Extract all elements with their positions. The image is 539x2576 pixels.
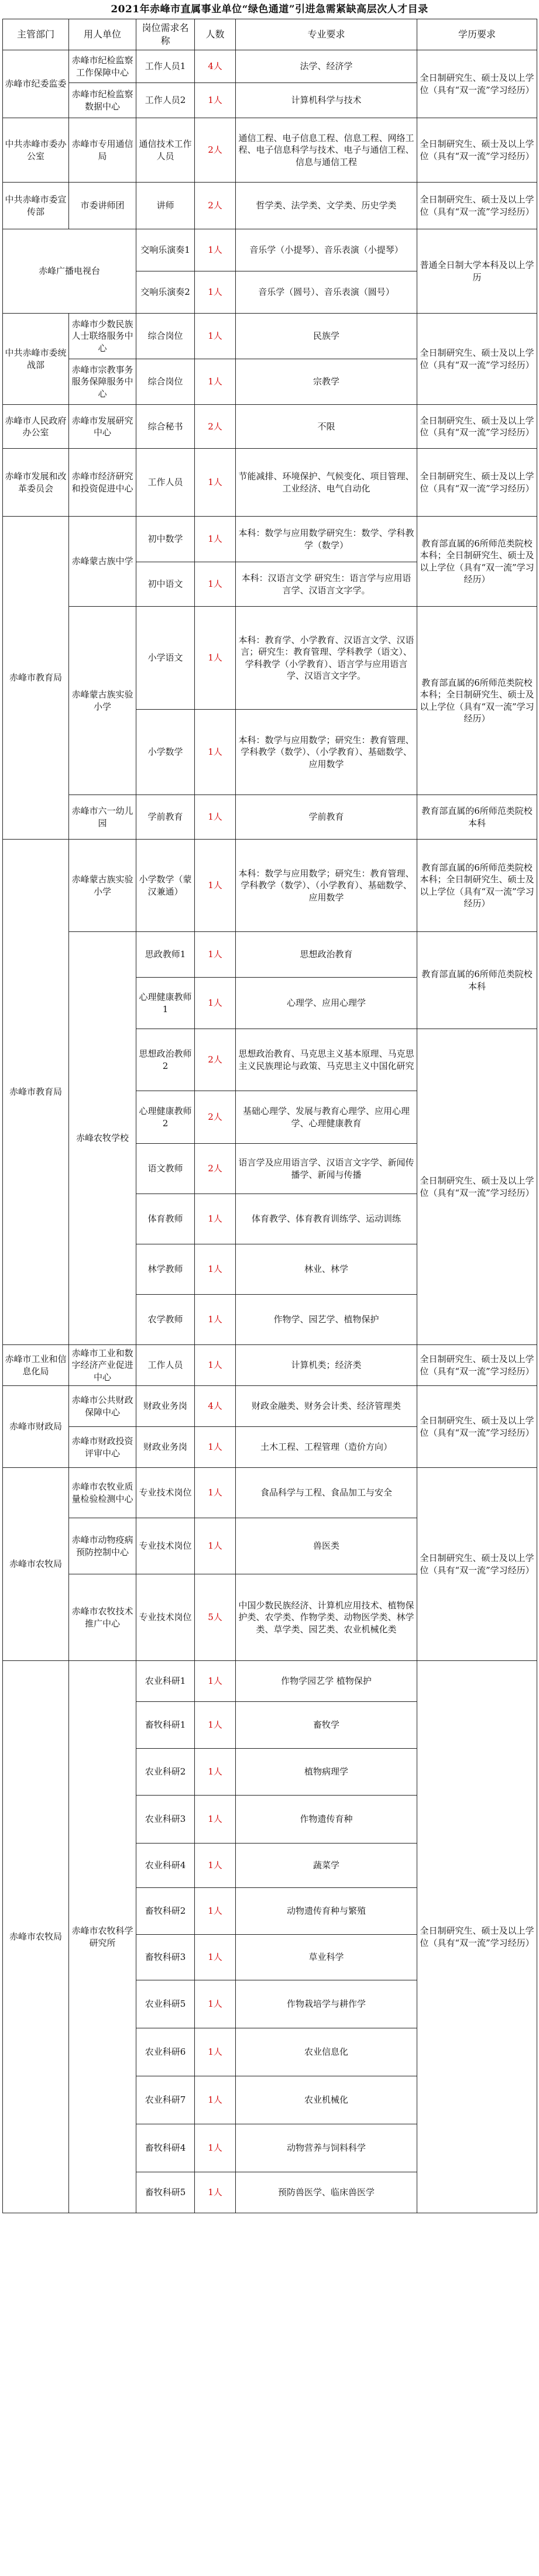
major-cell: 本科：数学与应用数学研究生：数学、学科教学（数学） (236, 517, 417, 562)
post-cell: 专业技术岗位 (136, 1468, 195, 1518)
major-cell: 作物学、园艺学、植物保护 (236, 1295, 417, 1345)
post-cell: 思政教师1 (136, 932, 195, 978)
num-cell: 1人 (195, 1194, 236, 1244)
major-cell: 体育教学、体育教育训练学、运动训练 (236, 1194, 417, 1244)
major-cell: 节能减排、环境保护、气候变化、项目管理、工业经济、电气自动化 (236, 449, 417, 517)
table-row (3, 314, 537, 359)
post-cell: 小学语文 (136, 607, 195, 710)
num-cell: 1人 (195, 83, 236, 118)
table-row (3, 795, 537, 840)
num-cell: 1人 (195, 2124, 236, 2172)
major-cell: 食品科学与工程、食品加工与安全 (236, 1468, 417, 1518)
post-cell: 综合秘书 (136, 405, 195, 449)
unit-cell: 赤峰农牧学校 (69, 932, 136, 1345)
dept-cell: 赤峰市纪委监委 (3, 50, 69, 118)
unit-cell: 赤峰市经济研究和投资促进中心 (69, 449, 136, 517)
num-cell: 1人 (195, 314, 236, 359)
dept-cell: 中共赤峰市委宣传部 (3, 183, 69, 229)
major-cell: 民族学 (236, 314, 417, 359)
unit-cell: 赤峰市农牧技术推广中心 (69, 1574, 136, 1661)
post-cell: 小学数学 (136, 710, 195, 795)
post-cell: 工作人员 (136, 449, 195, 517)
post-cell: 体育教师 (136, 1194, 195, 1244)
major-cell: 不限 (236, 405, 417, 449)
table-row (3, 118, 537, 183)
major-cell: 法学、经济学 (236, 50, 417, 83)
unit-cell: 赤峰市公共财政保障中心 (69, 1386, 136, 1427)
post-cell: 财政业务岗 (136, 1386, 195, 1427)
table-row (3, 932, 537, 978)
table-row (3, 1468, 537, 1518)
dept-cell: 赤峰市农牧局 (3, 1468, 69, 1661)
edu-cell: 全日制研究生、硕士及以上学位（具有“双一流”学习经历） (417, 314, 537, 405)
unit-cell: 赤峰市发展研究中心 (69, 405, 136, 449)
post-cell: 农业科研5 (136, 1980, 195, 2028)
num-cell: 1人 (195, 1518, 236, 1574)
edu-cell: 教育部直属的6所师范类院校本科；全日制研究生、硕士及以上学位（具有“双一流”学习经历） (417, 607, 537, 795)
major-cell: 基础心理学、发展与教育心理学、应用心理学、心理健康教育 (236, 1091, 417, 1144)
dept-cell: 中共赤峰市委统战部 (3, 314, 69, 405)
num-cell: 2人 (195, 1029, 236, 1091)
post-cell: 讲师 (136, 183, 195, 229)
table-row (3, 183, 537, 229)
header-edu: 学历要求 (417, 19, 537, 50)
num-cell: 2人 (195, 1144, 236, 1194)
major-cell: 畜牧学 (236, 1702, 417, 1749)
post-cell: 工作人员 (136, 1345, 195, 1386)
post-cell: 初中语文 (136, 562, 195, 607)
major-cell: 农业机械化 (236, 2076, 417, 2124)
num-cell: 1人 (195, 710, 236, 795)
header-dept: 主管部门 (3, 19, 69, 50)
post-cell: 专业技术岗位 (136, 1574, 195, 1661)
major-cell: 语言学及应用语言学、汉语言文字学、新闻传播学、新闻与传播 (236, 1144, 417, 1194)
major-cell: 哲学类、法学类、文学类、历史学类 (236, 183, 417, 229)
dept-cell: 中共赤峰市委办公室 (3, 118, 69, 183)
num-cell: 2人 (195, 405, 236, 449)
post-cell: 工作人员2 (136, 83, 195, 118)
table-row (3, 449, 537, 517)
num-cell: 4人 (195, 1386, 236, 1427)
post-cell: 农业科研1 (136, 1661, 195, 1702)
num-cell: 1人 (195, 1980, 236, 2028)
num-cell: 1人 (195, 932, 236, 978)
post-cell: 综合岗位 (136, 314, 195, 359)
num-cell: 1人 (195, 1796, 236, 1844)
post-cell: 交响乐演奏2 (136, 271, 195, 314)
dept-cell: 赤峰市工业和信息化局 (3, 1345, 69, 1386)
major-cell: 植物病理学 (236, 1749, 417, 1796)
major-cell: 林业、林学 (236, 1244, 417, 1295)
post-cell: 心理健康教师1 (136, 978, 195, 1029)
unit-cell: 赤峰市纪检监察数据中心 (69, 83, 136, 118)
unit-cell: 赤峰市纪检监察工作保障中心 (69, 50, 136, 83)
major-cell: 动物营养与饲料科学 (236, 2124, 417, 2172)
major-cell: 作物学园艺学 植物保护 (236, 1661, 417, 1702)
num-cell: 2人 (195, 118, 236, 183)
post-cell: 综合岗位 (136, 359, 195, 405)
post-cell: 畜牧科研1 (136, 1702, 195, 1749)
major-cell: 音乐学（小提琴）、音乐表演（小提琴） (236, 229, 417, 271)
unit-cell: 赤峰蒙古族中学 (69, 517, 136, 607)
unit-cell: 赤峰市工业和数字经济产业促进中心 (69, 1345, 136, 1386)
dept-cell: 赤峰市财政局 (3, 1386, 69, 1468)
major-cell: 思想政治教育、马克思主义基本原理、马克思主义民族理论与政策、马克思主义中国化研究 (236, 1029, 417, 1091)
dept-cell: 赤峰市人民政府办公室 (3, 405, 69, 449)
num-cell: 1人 (195, 1844, 236, 1888)
major-cell: 蔬菜学 (236, 1844, 417, 1888)
num-cell: 1人 (195, 1935, 236, 1980)
major-cell: 作物遗传育种 (236, 1796, 417, 1844)
post-cell: 学前教育 (136, 795, 195, 840)
unit-cell: 赤峰市农牧科学研究所 (69, 1661, 136, 2213)
edu-cell: 全日制研究生、硕士及以上学位（具有“双一流”学习经历） (417, 1029, 537, 1345)
dept-cell: 赤峰市教育局 (3, 840, 69, 1345)
unit-cell: 赤峰蒙古族实验小学 (69, 840, 136, 932)
post-cell: 心理健康教师2 (136, 1091, 195, 1144)
post-cell: 语文教师 (136, 1144, 195, 1194)
major-cell: 预防兽医学、临床兽医学 (236, 2172, 417, 2213)
post-cell: 畜牧科研5 (136, 2172, 195, 2213)
edu-cell: 全日制研究生、硕士及以上学位（具有“双一流”学习经历） (417, 50, 537, 118)
edu-cell: 教育部直属的6所师范类院校本科 (417, 795, 537, 840)
table-row (3, 1661, 537, 1702)
table-row (3, 840, 537, 932)
edu-cell: 教育部直属的6所师范类院校本科 (417, 932, 537, 1029)
num-cell: 1人 (195, 1661, 236, 1702)
major-cell: 中国少数民族经济、计算机应用技术、植物保护类、农学类、作物学类、动物医学类、林学类、草学类、园艺类、农业机械化类 (236, 1574, 417, 1661)
dept-cell: 赤峰市教育局 (3, 517, 69, 840)
major-cell: 作物栽培学与耕作学 (236, 1980, 417, 2028)
major-cell: 农业信息化 (236, 2028, 417, 2076)
num-cell: 1人 (195, 2028, 236, 2076)
major-cell: 本科：教育学、小学教育、汉语言文学、汉语言；研究生：教育管理、学科教学（语文）、学科教学（小学教育）、语言学与应用语言学、汉语言文字学。 (236, 607, 417, 710)
num-cell: 1人 (195, 229, 236, 271)
edu-cell: 全日制研究生、硕士及以上学位（具有“双一流”学习经历） (417, 1661, 537, 2213)
major-cell: 计算机科学与技术 (236, 83, 417, 118)
major-cell: 宗教学 (236, 359, 417, 405)
num-cell: 1人 (195, 271, 236, 314)
major-cell: 学前教育 (236, 795, 417, 840)
num-cell: 1人 (195, 1749, 236, 1796)
edu-cell: 教育部直属的6所师范类院校本科；全日制研究生、硕士及以上学位（具有“双一流”学习经历） (417, 840, 537, 932)
edu-cell: 全日制研究生、硕士及以上学位（具有“双一流”学习经历） (417, 1345, 537, 1386)
num-cell: 1人 (195, 1295, 236, 1345)
major-cell: 土木工程、工程管理（造价方向） (236, 1427, 417, 1468)
num-cell: 1人 (195, 1345, 236, 1386)
major-cell: 计算机类；经济类 (236, 1345, 417, 1386)
edu-cell: 全日制研究生、硕士及以上学位（具有“双一流”学习经历） (417, 118, 537, 183)
edu-cell: 全日制研究生、硕士及以上学位（具有“双一流”学习经历） (417, 405, 537, 449)
post-cell: 畜牧科研3 (136, 1935, 195, 1980)
edu-cell: 全日制研究生、硕士及以上学位（具有“双一流”学习经历） (417, 1468, 537, 1661)
post-cell: 通信技术工作人员 (136, 118, 195, 183)
header-unit: 用人单位 (69, 19, 136, 50)
table-row (3, 1345, 537, 1386)
num-cell: 1人 (195, 1888, 236, 1935)
table-row (3, 517, 537, 562)
major-cell: 通信工程、电子信息工程、信息工程、网络工程、电子信息科学与技术、电子与通信工程、信息与通信工程 (236, 118, 417, 183)
edu-cell: 教育部直属的6所师范类院校本科；全日制研究生、硕士及以上学位（具有“双一流”学习经历） (417, 517, 537, 607)
num-cell: 2人 (195, 183, 236, 229)
post-cell: 专业技术岗位 (136, 1518, 195, 1574)
post-cell: 林学教师 (136, 1244, 195, 1295)
num-cell: 1人 (195, 359, 236, 405)
unit-cell: 赤峰市少数民族人士联络服务中心 (69, 314, 136, 359)
num-cell: 1人 (195, 2172, 236, 2213)
num-cell: 1人 (195, 840, 236, 932)
num-cell: 1人 (195, 2076, 236, 2124)
unit-cell: 赤峰市六一幼儿园 (69, 795, 136, 840)
major-cell: 本科：汉语言文学 研究生：语言学与应用语言学、汉语言文字学。 (236, 562, 417, 607)
post-cell: 小学数学（蒙汉兼通） (136, 840, 195, 932)
table-row (3, 607, 537, 710)
unit-cell: 赤峰蒙古族实验小学 (69, 607, 136, 795)
num-cell: 1人 (195, 978, 236, 1029)
post-cell: 思想政治教师2 (136, 1029, 195, 1091)
table-row (3, 405, 537, 449)
header-num: 人数 (195, 19, 236, 50)
table-header-row (3, 19, 537, 50)
post-cell: 初中数学 (136, 517, 195, 562)
major-cell: 财政金融类、财务会计类、经济管理类 (236, 1386, 417, 1427)
edu-cell: 全日制研究生、硕士及以上学位（具有“双一流”学习经历） (417, 449, 537, 517)
edu-cell: 普通全日制大学本科及以上学历 (417, 229, 537, 314)
num-cell: 2人 (195, 1091, 236, 1144)
unit-cell: 赤峰市财政投资评审中心 (69, 1427, 136, 1468)
num-cell: 1人 (195, 517, 236, 562)
post-cell: 财政业务岗 (136, 1427, 195, 1468)
num-cell: 1人 (195, 1427, 236, 1468)
post-cell: 交响乐演奏1 (136, 229, 195, 271)
page-title: 2021年赤峰市直属事业单位“绿色通道”引进急需紧缺高层次人才目录 (111, 4, 428, 15)
major-cell: 草业科学 (236, 1935, 417, 1980)
table-row (3, 50, 537, 83)
unit-cell: 赤峰市动物疫病预防控制中心 (69, 1518, 136, 1574)
dept-cell: 赤峰广播电视台 (3, 229, 136, 314)
unit-cell: 赤峰市宗教事务服务保障服务中心 (69, 359, 136, 405)
post-cell: 农业科研7 (136, 2076, 195, 2124)
num-cell: 4人 (195, 50, 236, 83)
header-major: 专业要求 (236, 19, 417, 50)
edu-cell: 全日制研究生、硕士及以上学位（具有“双一流”学习经历） (417, 183, 537, 229)
header-post: 岗位需求名称 (136, 19, 195, 50)
unit-cell: 赤峰市专用通信局 (69, 118, 136, 183)
major-cell: 动物遗传育种与繁殖 (236, 1888, 417, 1935)
post-cell: 畜牧科研2 (136, 1888, 195, 1935)
num-cell: 1人 (195, 1702, 236, 1749)
unit-cell: 市委讲师团 (69, 183, 136, 229)
major-cell: 音乐学（圆号）、音乐表演（圆号） (236, 271, 417, 314)
num-cell: 1人 (195, 1468, 236, 1518)
table-row (3, 1386, 537, 1427)
major-cell: 兽医类 (236, 1518, 417, 1574)
num-cell: 1人 (195, 449, 236, 517)
major-cell: 本科：数学与应用数学；研究生：教育管理、学科教学（数学）、（小学教育）、基础数学、应用数学 (236, 840, 417, 932)
dept-cell: 赤峰市农牧局 (3, 1661, 69, 2213)
major-cell: 本科：数学与应用数学；研究生：教育管理、学科教学（数学）、（小学教育）、基础数学、应用数学 (236, 710, 417, 795)
table-row (3, 229, 537, 271)
major-cell: 思想政治教育 (236, 932, 417, 978)
post-cell: 农业科研4 (136, 1844, 195, 1888)
num-cell: 1人 (195, 607, 236, 710)
post-cell: 农业科研6 (136, 2028, 195, 2076)
edu-cell: 全日制研究生、硕士及以上学位（具有“双一流”学习经历） (417, 1386, 537, 1468)
unit-cell: 赤峰市农牧业质量检验检测中心 (69, 1468, 136, 1518)
dept-cell: 赤峰市发展和改革委员会 (3, 449, 69, 517)
num-cell: 1人 (195, 562, 236, 607)
major-cell: 心理学、应用心理学 (236, 978, 417, 1029)
post-cell: 农业科研3 (136, 1796, 195, 1844)
num-cell: 5人 (195, 1574, 236, 1661)
post-cell: 农业科研2 (136, 1749, 195, 1796)
post-cell: 工作人员1 (136, 50, 195, 83)
talent-catalog-table (2, 19, 537, 2213)
num-cell: 1人 (195, 1244, 236, 1295)
post-cell: 农学教师 (136, 1295, 195, 1345)
post-cell: 畜牧科研4 (136, 2124, 195, 2172)
num-cell: 1人 (195, 795, 236, 840)
